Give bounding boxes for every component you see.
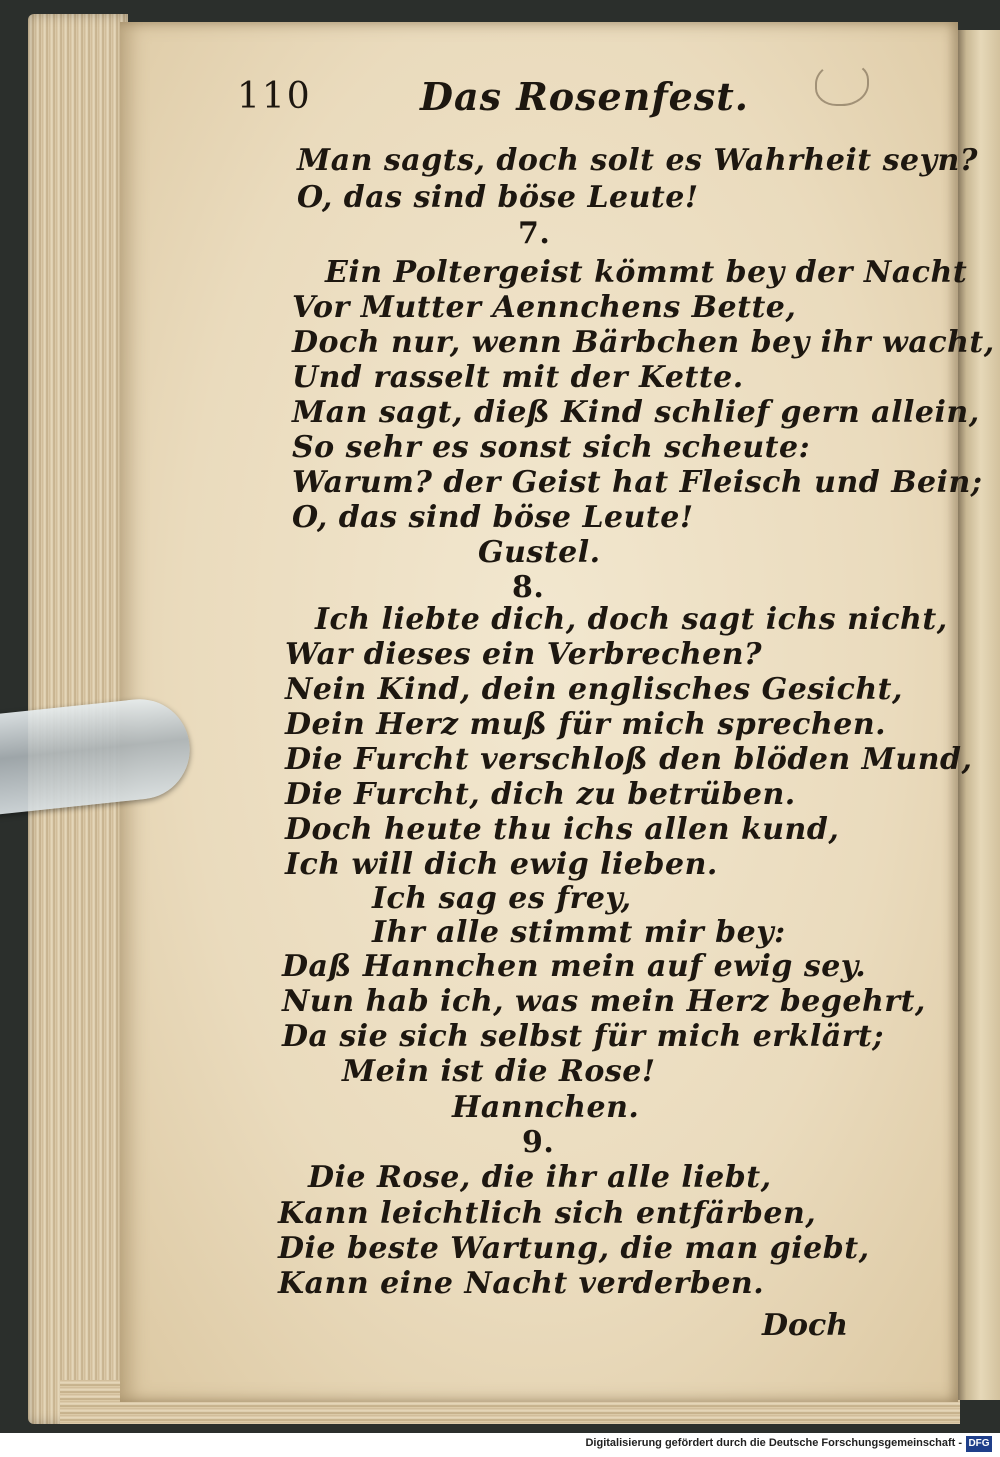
verse-line: Doch heute thu ichs allen kund, — [285, 812, 840, 847]
verse-line: Warum? der Geist hat Fleisch und Bein; — [292, 465, 983, 500]
verse-line: Die Furcht, dich zu betrüben. — [285, 777, 796, 812]
verse-line: Ich sag es frey, — [372, 881, 632, 916]
verse-line: Man sagt, dieß Kind schlief gern allein, — [292, 395, 980, 430]
speaker-name: Hannchen. — [452, 1090, 640, 1125]
verse-line: O, das sind böse Leute! — [297, 180, 699, 215]
verse-line: Nun hab ich, was mein Herz begehrt, — [282, 984, 926, 1019]
running-title: Das Rosenfest. — [420, 74, 750, 119]
verse-line: Ihr alle stimmt mir bey: — [372, 915, 786, 950]
speaker-name: Gustel. — [478, 535, 601, 570]
stanza-number: 8. — [512, 570, 545, 605]
verse-line: Die Furcht verschloß den blöden Mund, — [285, 742, 973, 777]
verse-line: Doch nur, wenn Bärbchen bey ihr wacht, — [292, 325, 995, 360]
verse-line: Da sie sich selbst für mich erklärt; — [282, 1019, 884, 1054]
footer-credit: Digitalisierung gefördert durch die Deutsche Forschungsgemeinschaft - — [585, 1437, 962, 1449]
verse-line: Kann eine Nacht verderben. — [278, 1266, 765, 1301]
ink-scribble — [815, 62, 869, 106]
stanza-number: 9. — [522, 1125, 555, 1160]
verse-line: Die Rose, die ihr alle liebt, — [308, 1160, 772, 1195]
footer-bar — [0, 1433, 1000, 1457]
verse-line: Ich liebte dich, doch sagt ichs nicht, — [315, 602, 948, 637]
verse-line: Ich will dich ewig lieben. — [285, 847, 718, 882]
verse-line: Dein Herz muß für mich sprechen. — [285, 707, 887, 742]
facing-page-edge — [952, 30, 1000, 1400]
verse-line: Ein Poltergeist kömmt bey der Nacht — [325, 255, 968, 290]
verse-line: Vor Mutter Aennchens Bette, — [292, 290, 797, 325]
verse-line: Kann leichtlich sich entfärben, — [278, 1196, 817, 1231]
verse-line: Nein Kind, dein englisches Gesicht, — [285, 672, 903, 707]
verse-line: Und rasselt mit der Kette. — [292, 360, 744, 395]
verse-line: Daß Hannchen mein auf ewig sey. — [282, 949, 867, 984]
verse-line: O, das sind böse Leute! — [292, 500, 694, 535]
catchword: Doch — [762, 1308, 849, 1343]
verse-line: Die beste Wartung, die man giebt, — [278, 1231, 870, 1266]
verse-line: So sehr es sonst sich scheute: — [292, 430, 811, 465]
dfg-logo: DFG — [966, 1436, 992, 1452]
verse-line: Mein ist die Rose! — [342, 1054, 656, 1089]
stanza-number: 7. — [518, 216, 551, 251]
verse-line: Man sagts, doch solt es Wahrheit seyn? — [297, 143, 978, 178]
verse-line: War dieses ein Verbrechen? — [285, 637, 763, 672]
page-number: 110 — [237, 76, 312, 117]
